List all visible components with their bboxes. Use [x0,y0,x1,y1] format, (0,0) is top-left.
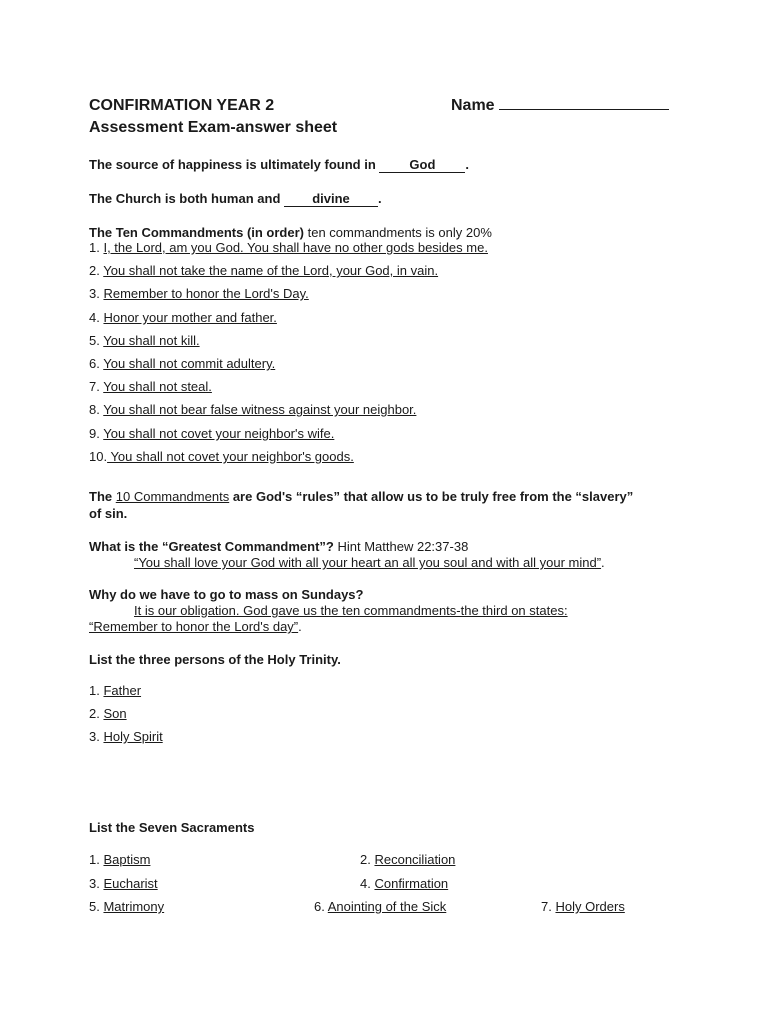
commandment-number: 7. [89,379,100,394]
sacrament-number: 4. [360,876,371,891]
sacrament-text: Reconciliation [374,852,456,867]
question-rules-post: are God's “rules” that allow us to be truly free from the “slavery” [232,489,634,504]
sacrament-text: Holy Orders [555,899,625,914]
commandment-item [89,449,354,465]
trinity-heading: List the three persons of the Holy Trinity. [89,652,341,667]
trinity-number: 3. [89,729,100,744]
commandments-heading [89,225,492,241]
document-subtitle: Assessment Exam-answer sheet [89,119,338,136]
commandments-note: ten commandments is only 20% [307,225,492,240]
trinity-number: 2. [89,706,100,721]
commandment-text: You shall not covet your neighbor's goods. [107,449,354,464]
question-mass-end: . [298,619,302,634]
question-greatest-end: . [601,555,605,570]
sacrament-item [89,899,164,915]
trinity-number: 1. [89,683,100,698]
commandment-number: 5. [89,333,100,348]
sacrament-item [360,876,448,892]
question-mass-answer2: “Remember to honor the Lord's day” [89,619,299,634]
commandment-item [89,263,438,279]
question-happiness [89,157,469,173]
document-title: CONFIRMATION YEAR 2 [89,97,275,114]
sacrament-number: 1. [89,852,100,867]
sacrament-text: Confirmation [374,876,449,891]
question-mass-answer-line2 [89,619,302,635]
commandment-item [89,402,416,418]
commandment-number: 8. [89,402,100,417]
trinity-text: Holy Spirit [103,729,163,744]
question-church-end: . [378,191,382,206]
trinity-item [89,683,141,699]
trinity-text: Father [103,683,142,698]
trinity-item [89,729,163,745]
question-mass: Why do we have to go to mass on Sundays? [89,587,364,602]
question-rules [89,489,633,505]
question-greatest-hint: Hint Matthew 22:37-38 [337,539,469,554]
sacrament-number: 7. [541,899,552,914]
sacrament-text: Eucharist [103,876,158,891]
question-mass-answer-line1 [134,603,568,619]
question-church-answer: divine [284,192,378,207]
sacrament-item [360,852,455,868]
sacrament-item [89,852,150,868]
name-field [451,96,669,115]
question-happiness-end: . [465,157,470,172]
sacrament-number: 6. [314,899,325,914]
sacrament-number: 5. [89,899,100,914]
question-rules-line2: of sin. [89,506,128,521]
commandment-item [89,379,212,395]
trinity-text: Son [103,706,127,721]
sacrament-item [314,899,446,915]
commandment-text: You shall not bear false witness against your neighbor. [103,402,417,417]
question-rules-answer: 10 Commandments [115,489,230,504]
commandment-text: You shall not steal. [103,379,212,394]
commandment-item [89,426,334,442]
question-rules-pre: The [89,489,113,504]
sacrament-item [541,899,625,915]
commandment-item [89,333,200,349]
commandment-number: 4. [89,310,100,325]
commandment-text: You shall not commit adultery. [103,356,276,371]
question-greatest [89,539,468,555]
commandment-text: Honor your mother and father. [103,310,277,325]
question-church [89,191,382,207]
name-blank [499,96,669,110]
question-church-text: The Church is both human and [89,191,281,206]
sacrament-number: 3. [89,876,100,891]
commandment-text: You shall not covet your neighbor's wife. [103,426,335,441]
sacrament-number: 2. [360,852,371,867]
sacrament-text: Baptism [103,852,151,867]
commandment-text: I, the Lord, am you God. You shall have no other gods besides me. [103,240,488,255]
commandment-number: 2. [89,263,100,278]
commandment-number: 9. [89,426,100,441]
question-greatest-text: What is the “Greatest Commandment”? [89,539,334,554]
name-label: Name [451,97,495,114]
commandment-text: You shall not take the name of the Lord, your God, in vain. [103,263,439,278]
question-mass-answer1: It is our obligation. God gave us the ten commandments-the third on states: [134,603,568,618]
commandment-item [89,286,309,302]
commandment-number: 6. [89,356,100,371]
sacraments-heading: List the Seven Sacraments [89,820,255,835]
commandment-number: 3. [89,286,100,301]
commandment-item [89,240,488,256]
sacrament-text: Matrimony [103,899,165,914]
commandment-item [89,310,277,326]
question-greatest-answer-line [134,555,605,571]
commandment-number: 1. [89,240,100,255]
question-happiness-text: The source of happiness is ultimately found in [89,157,376,172]
commandment-item [89,356,275,372]
commandment-text: Remember to honor the Lord's Day. [103,286,309,301]
question-happiness-answer: God [379,158,465,173]
trinity-item [89,706,127,722]
commandments-heading-text: The Ten Commandments (in order) [89,225,304,240]
commandment-text: You shall not kill. [103,333,200,348]
commandment-number: 10. [89,449,108,464]
sacrament-item [89,876,158,892]
sacrament-text: Anointing of the Sick [327,899,447,914]
question-greatest-answer: “You shall love your God with all your heart an all you soul and with all your mind” [134,555,602,570]
